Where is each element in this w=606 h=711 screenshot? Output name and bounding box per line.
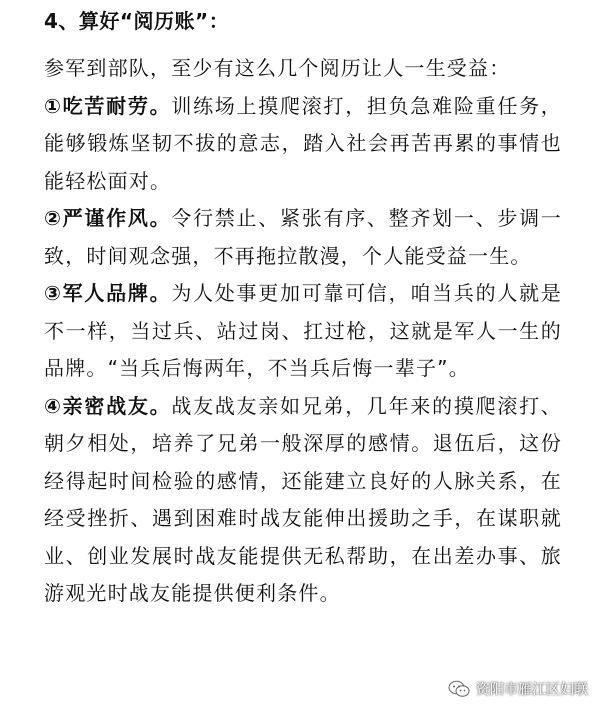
item-lead-3: ③军人品牌。 [44,281,172,305]
item-lead-2: ②严谨作风。 [44,206,172,230]
item-lead-1: ①吃苦耐劳。 [44,93,172,118]
item-text-4: 战友战友亲如兄弟，几年来的摸爬滚打、朝夕相处，培养了兄弟一般深厚的感情。退伍后，这份经得起时间检验的感情，还能建立良好的人脉关系，在经受挫折、遇到困难时战友能伸出援助之手，在谋职就业、创业发展时战友能提供无私帮助，在出差办事、旅游观光时战友能提供便利条件。 [44,393,562,605]
item-text-2: 令行禁止、紧张有序、整齐划一、步调一致，时间观念强，不再拖拉散漫，个人能受益一生。 [44,206,562,268]
item-paragraph-1 [44,88,562,201]
section-heading: 4、算好“阅历账”： [44,9,230,33]
item-paragraph-4 [44,388,562,613]
item-lead-4: ④亲密战友。 [44,393,172,418]
item-paragraph-2 [44,200,562,275]
item-text-3: 为人处事更加可靠可信，咱当兵的人就是不一样，当过兵、站过岗、扛过枪，这就是军人一生的品牌。“当兵后悔两年，不当兵后悔一辈子”。 [44,281,562,380]
item-paragraph-3 [44,275,562,388]
item-text-1: 训练场上摸爬滚打，担负急难险重任务，能够锻炼坚韧不拔的意志，踏入社会再苦再累的事情也能轻松面对。 [44,93,562,193]
watermark-text: 资阳市雁江区妇联 [476,682,588,698]
wechat-icon [448,680,470,698]
intro-paragraph: 参军到部队，至少有这么几个阅历让人一生受益： [44,56,511,80]
watermark [448,679,588,699]
